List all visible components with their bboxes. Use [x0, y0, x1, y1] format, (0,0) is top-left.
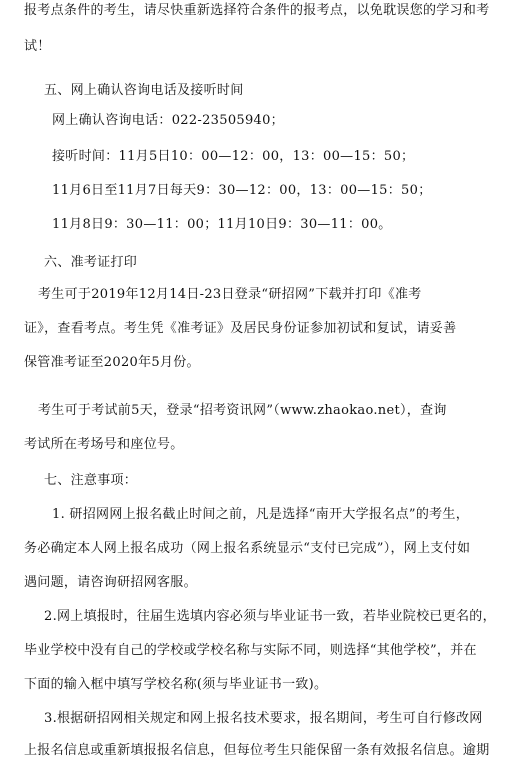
section-heading: 五、网上确认咨询电话及接听时间 — [44, 83, 244, 98]
text-line: 2.网上填报时，往届生选填内容必须与毕业证书一致，若毕业院校已更名的， — [44, 609, 496, 624]
text-line: 3.根据研招网相关规定和网上报名技术要求，报名期间，考生可自行修改网 — [44, 711, 483, 726]
text-line: 报考点条件的考生，请尽快重新选择符合条件的报考点，以免耽误您的学习和考 — [24, 3, 490, 18]
section-heading: 七、注意事项： — [44, 473, 138, 488]
text-line: 证》，查看考点。考生凭《准考证》及居民身份证参加初试和复试，请妥善 — [24, 321, 457, 336]
text-line: 考生可于考试前5天，登录“招考资讯网”（www.zhaokao.net），查询 — [38, 403, 447, 418]
text-line: 下面的输入框中填写学校名称(须与毕业证书一致)。 — [24, 677, 328, 692]
text-line: 上报名信息或重新填报报名信息，但每位考生只能保留一条有效报名信息。逾期 — [24, 743, 490, 758]
text-line: 毕业学校中没有自己的学校或学校名称与实际不同，则选择“其他学校”，并在 — [24, 643, 477, 658]
text-line: 保管准考证至2020年5月份。 — [24, 355, 200, 370]
text-line: 网上确认咨询电话：022-23505940； — [52, 113, 284, 128]
text-line: 11月8日9：30—11：00；11月10日9：30—11：00。 — [52, 217, 392, 232]
text-line: 接听时间：11月5日10：00—12：00，13：00—15：50； — [52, 149, 415, 164]
text-line: 试！ — [24, 39, 51, 54]
text-line: 遇问题，请咨询研招网客服。 — [24, 575, 197, 590]
text-line: 1. 研招网网上报名截止时间之前，凡是选择“南开大学报名点”的考生， — [52, 507, 470, 522]
text-line: 考生可于2019年12月14日-23日登录“研招网”下载并打印《准考 — [38, 287, 422, 302]
section-heading: 六、准考证打印 — [44, 255, 138, 270]
text-line: 考试所在考场号和座位号。 — [24, 437, 184, 452]
text-line: 11月6日至11月7日每天9：30—12：00，13：00—15：50； — [52, 183, 432, 198]
text-line: 务必确定本人网上报名成功（网上报名系统显示“支付已完成”），网上支付如 — [24, 541, 471, 556]
